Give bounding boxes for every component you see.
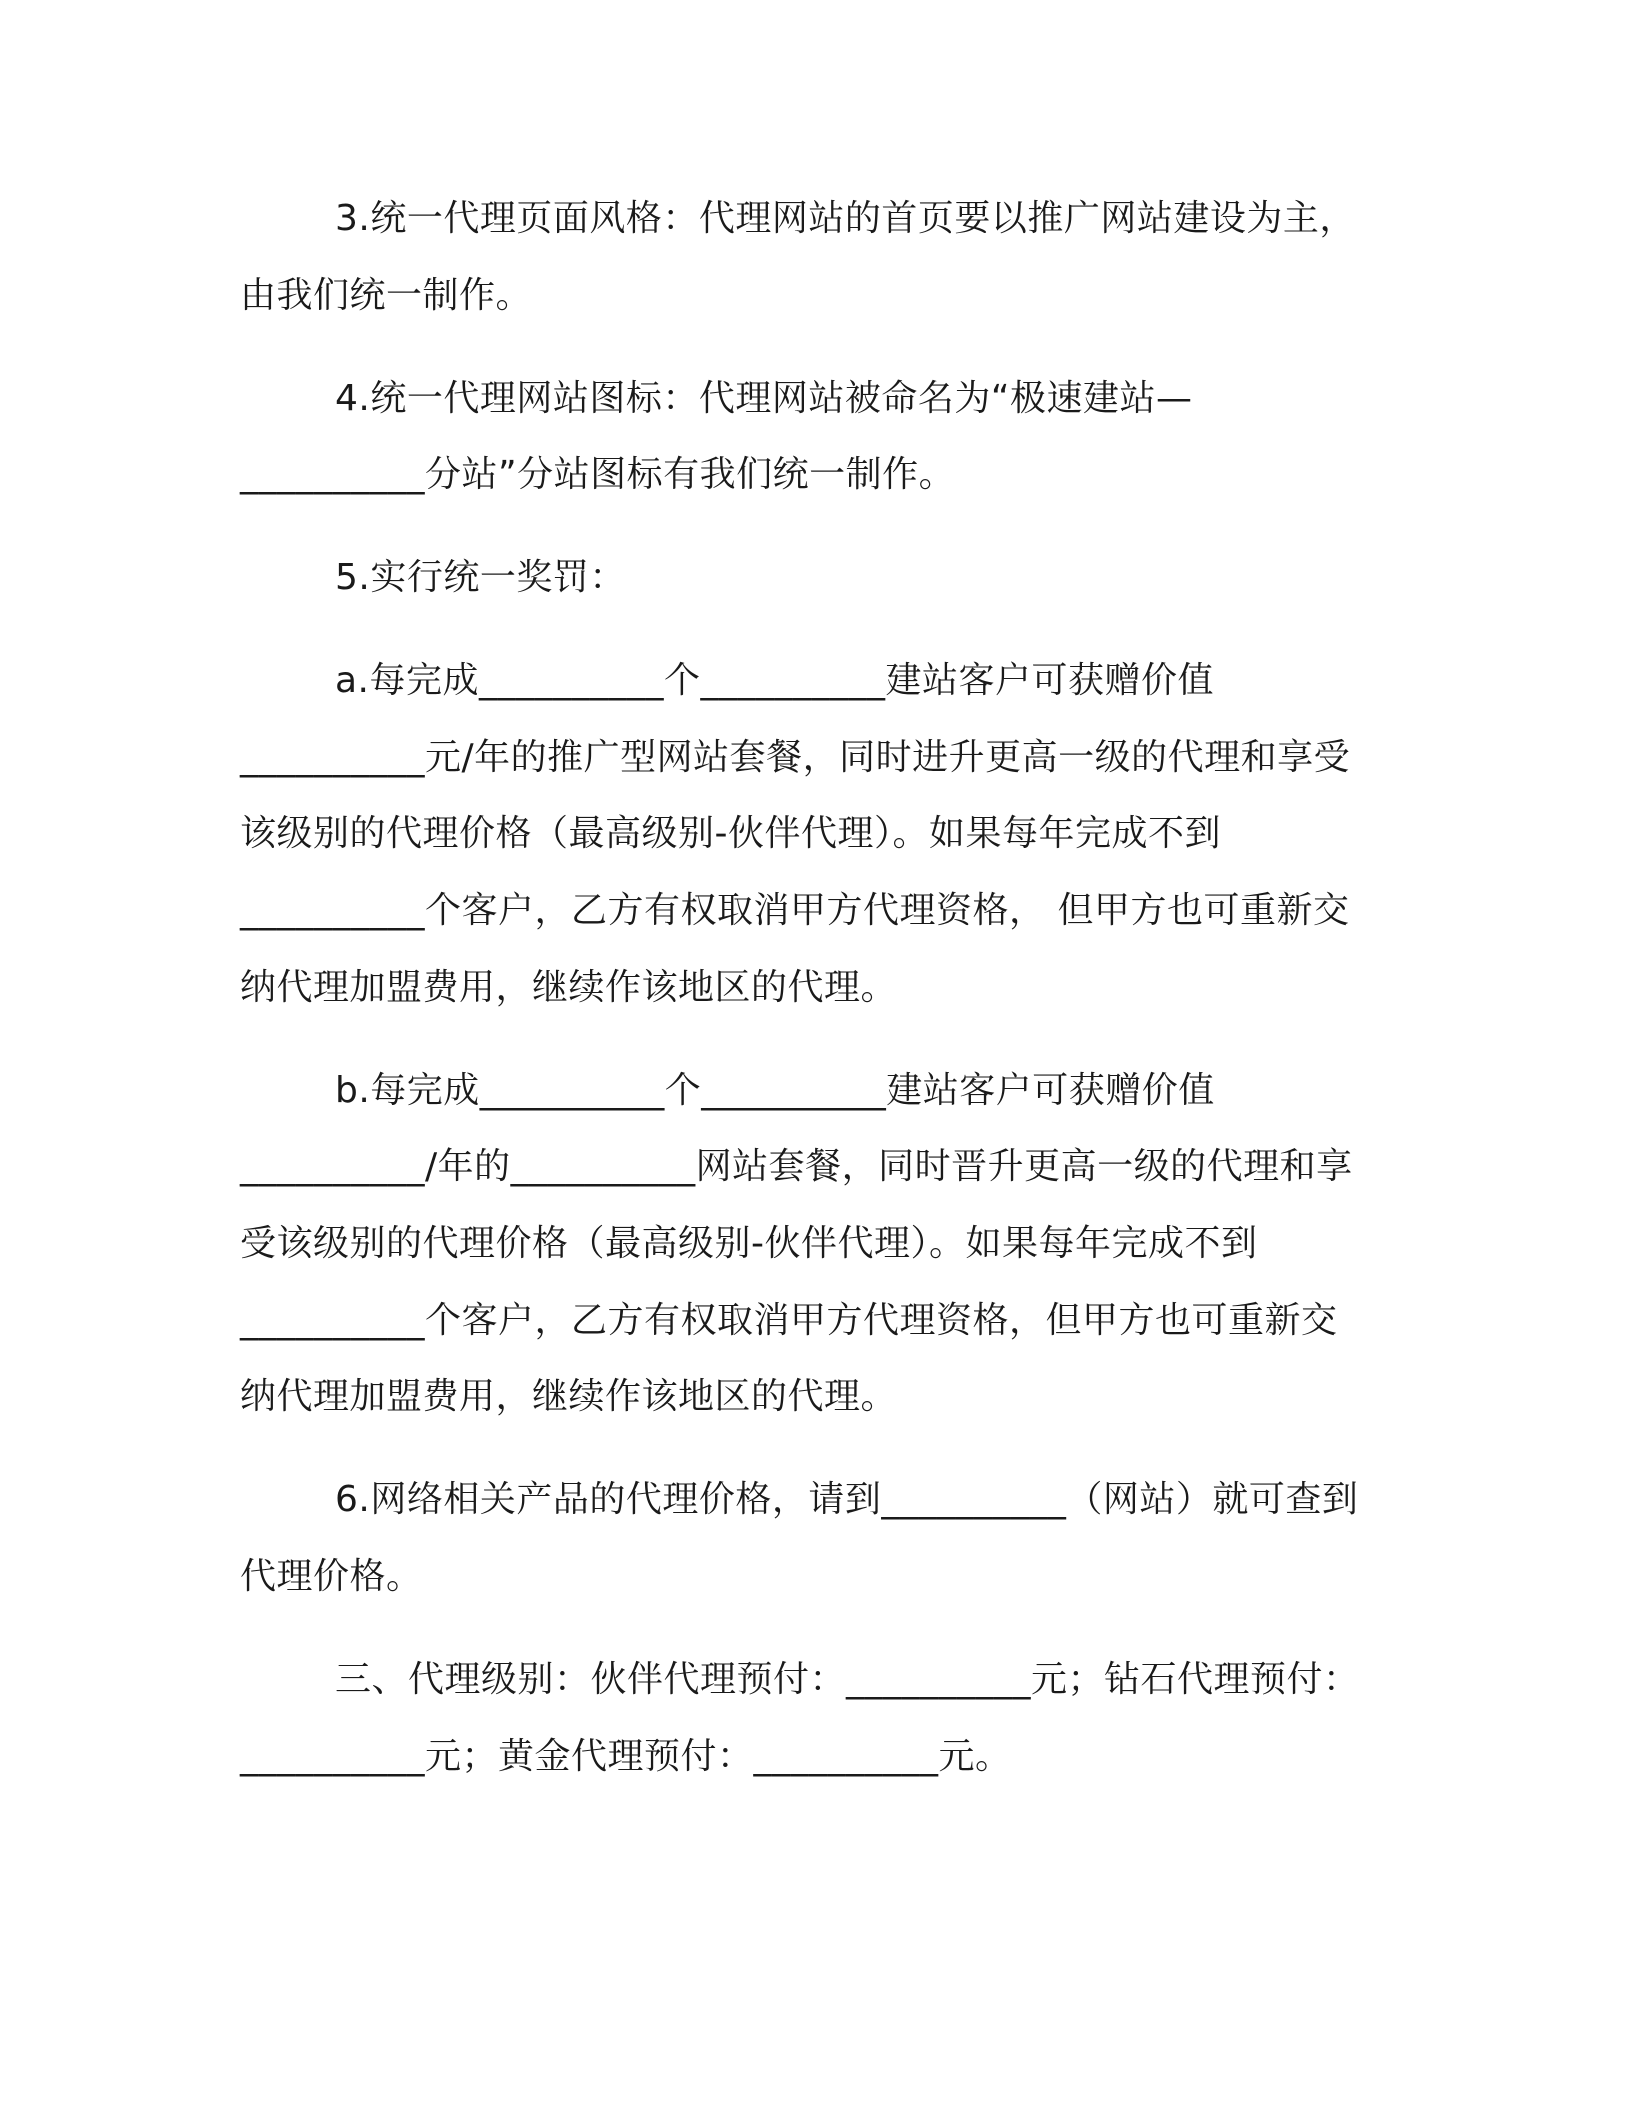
clause-5a-line-4: __________个客户，乙方有权取消甲方代理资格， 但甲方也可重新交 [240,890,1350,931]
clause-4-line-2: __________分站”分站图标有我们统一制作。 [240,454,956,495]
clause-5a-line-2: __________元/年的推广型网站套餐，同时进升更高一级的代理和享受 [240,737,1351,778]
clause-5a-line-3: 该级别的代理价格（最高级别-伙伴代理）。如果每年完成不到 [240,813,1221,854]
clause-4-line-1: 4.统一代理网站图标：代理网站被命名为“极速建站— [335,378,1193,419]
clause-5b-line-5: 纳代理加盟费用，继续作该地区的代理。 [240,1376,898,1417]
clause-5b-line-3: 受该级别的代理价格（最高级别-伙伴代理）。如果每年完成不到 [240,1223,1258,1264]
clause-5b-line-4: __________个客户，乙方有权取消甲方代理资格，但甲方也可重新交 [240,1300,1338,1341]
clause-5-heading: 5.实行统一奖罚： [335,557,626,598]
clause-3-line-2: 由我们统一制作。 [240,275,533,316]
clause-3-line-1: 3.统一代理页面风格：代理网站的首页要以推广网站建设为主， [335,198,1356,239]
section-3-line-2: __________元；黄金代理预付：__________元。 [240,1736,1012,1777]
clause-5b-line-1: b.每完成__________个__________建站客户可获赠价值 [335,1070,1215,1111]
clause-5b-line-2: __________/年的__________网站套餐，同时晋升更高一级的代理和享 [240,1146,1353,1187]
clause-5a-line-5: 纳代理加盟费用，继续作该地区的代理。 [240,967,898,1008]
clause-6-line-1: 6.网络相关产品的代理价格，请到__________（网站）就可查到 [335,1479,1359,1520]
clause-6-line-2: 代理价格。 [240,1556,423,1597]
section-3-line-1: 三、代理级别：伙伴代理预付：__________元；钻石代理预付： [335,1659,1360,1700]
clause-5a-line-1: a.每完成__________个__________建站客户可获赠价值 [335,660,1215,701]
